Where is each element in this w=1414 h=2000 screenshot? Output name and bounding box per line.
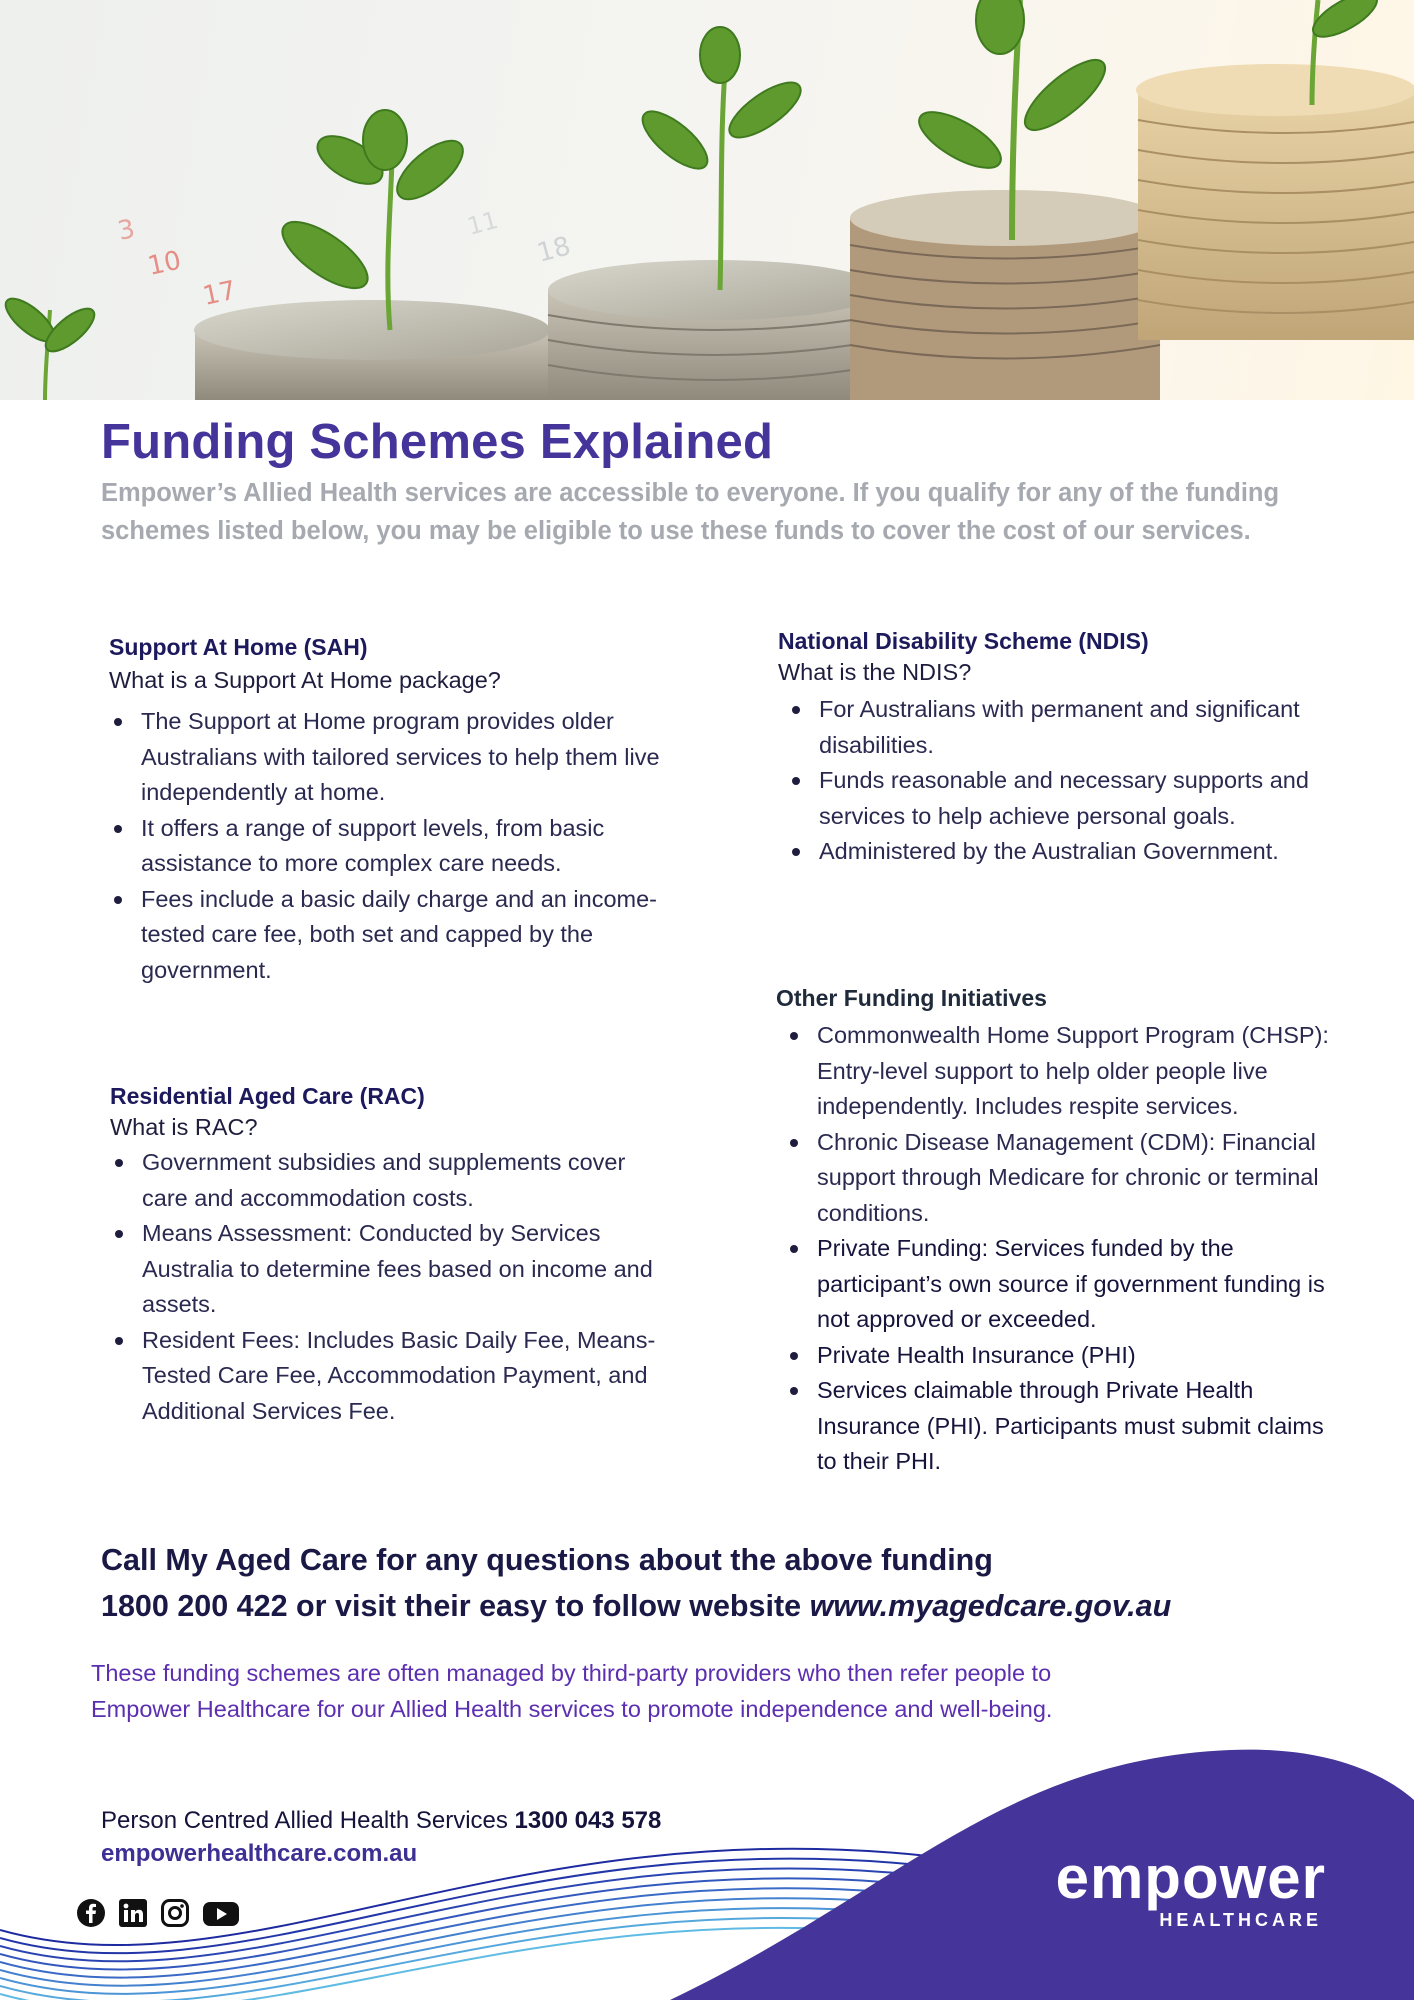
list-item: Private Funding: Services funded by the participant’s own source if government funding is not approved or exceeded. xyxy=(776,1231,1336,1338)
svg-text:10: 10 xyxy=(145,245,184,282)
rac-list xyxy=(110,1145,670,1429)
logo-subtitle: HEALTHCARE xyxy=(1159,1910,1322,1930)
page-title: Funding Schemes Explained xyxy=(101,415,774,469)
referral-note: These funding schemes are often managed by third-party providers who then refer people to Empower Healthcare for our Allied Health services to promote independence and well-being. xyxy=(91,1660,1053,1722)
list-item: Administered by the Australian Government. xyxy=(778,834,1338,870)
contact-block xyxy=(101,1804,661,1870)
tagline: Person Centred Allied Health Services xyxy=(101,1807,515,1834)
website-link[interactable]: empowerhealthcare.com.au xyxy=(101,1840,418,1867)
section-sah xyxy=(109,634,669,988)
social-links xyxy=(76,1898,240,1933)
rac-question: What is RAC? xyxy=(110,1114,258,1140)
contact-line xyxy=(101,1804,661,1837)
svg-text:3: 3 xyxy=(115,214,138,247)
list-item: For Australians with permanent and significant disabilities. xyxy=(778,692,1338,763)
svg-text:11: 11 xyxy=(464,205,502,241)
list-item: Commonwealth Home Support Program (CHSP): Entry-level support to help older people live independently. Includes respite services. xyxy=(776,1018,1336,1125)
facebook-icon[interactable] xyxy=(76,1898,106,1933)
linkedin-icon[interactable] xyxy=(118,1898,148,1933)
ndis-question: What is the NDIS? xyxy=(778,659,972,685)
svg-text:17: 17 xyxy=(200,275,239,312)
section-other-funding xyxy=(776,985,1336,1480)
ndis-list xyxy=(778,692,1338,870)
youtube-icon[interactable] xyxy=(202,1898,240,1933)
list-item: Funds reasonable and necessary supports and services to help achieve personal goals. xyxy=(778,763,1338,834)
cta-phone-text: 1800 200 422 or visit their easy to follow website xyxy=(101,1589,810,1623)
empower-healthcare-logo xyxy=(1036,1844,1326,1931)
other-list xyxy=(776,1018,1336,1480)
other-heading: Other Funding Initiatives xyxy=(776,985,1047,1011)
sah-heading: Support At Home (SAH) xyxy=(109,634,368,660)
list-item: It offers a range of support levels, from basic assistance to more complex care needs. xyxy=(109,811,669,882)
list-item: Private Health Insurance (PHI) xyxy=(776,1338,1336,1374)
section-rac xyxy=(110,1083,670,1429)
rac-heading: Residential Aged Care (RAC) xyxy=(110,1083,425,1109)
list-item: Chronic Disease Management (CDM): Financial support through Medicare for chronic or terminal conditions. xyxy=(776,1125,1336,1232)
cta-line-2 xyxy=(101,1583,1381,1629)
sah-list xyxy=(109,704,669,988)
logo-wordmark: empower xyxy=(1055,1844,1326,1911)
sah-question: What is a Support At Home package? xyxy=(109,667,501,693)
list-item: Services claimable through Private Health Insurance (PHI). Participants must submit claims to their PHI. xyxy=(776,1373,1336,1480)
intro-text: Empower’s Allied Health services are accessible to everyone. If you qualify for any of the funding schemes listed below, you may be eligible to use these funds to cover the cost of our services. xyxy=(101,479,1280,545)
section-ndis xyxy=(778,628,1338,870)
phone-number[interactable]: 1300 043 578 xyxy=(514,1807,662,1834)
list-item: Government subsidies and supplements cover care and accommodation costs. xyxy=(110,1145,670,1216)
svg-text:18: 18 xyxy=(534,231,574,269)
cta-line-1: Call My Aged Care for any questions about the above funding xyxy=(101,1543,993,1577)
hero-image xyxy=(0,0,1414,400)
coins-sprouts-illustration xyxy=(0,0,1414,400)
list-item: Fees include a basic daily charge and an income-tested care fee, both set and capped by the government. xyxy=(109,882,669,989)
ndis-heading: National Disability Scheme (NDIS) xyxy=(778,628,1149,654)
list-item: Means Assessment: Conducted by Services Australia to determine fees based on income and assets. xyxy=(110,1216,670,1323)
list-item: Resident Fees: Includes Basic Daily Fee, Means-Tested Care Fee, Accommodation Payment, and Additional Services Fee. xyxy=(110,1323,670,1430)
call-to-action xyxy=(101,1537,1381,1629)
instagram-icon[interactable] xyxy=(160,1898,190,1933)
myagedcare-link[interactable]: www.myagedcare.gov.au xyxy=(809,1589,1172,1623)
list-item: The Support at Home program provides older Australians with tailored services to help them live independently at home. xyxy=(109,704,669,811)
